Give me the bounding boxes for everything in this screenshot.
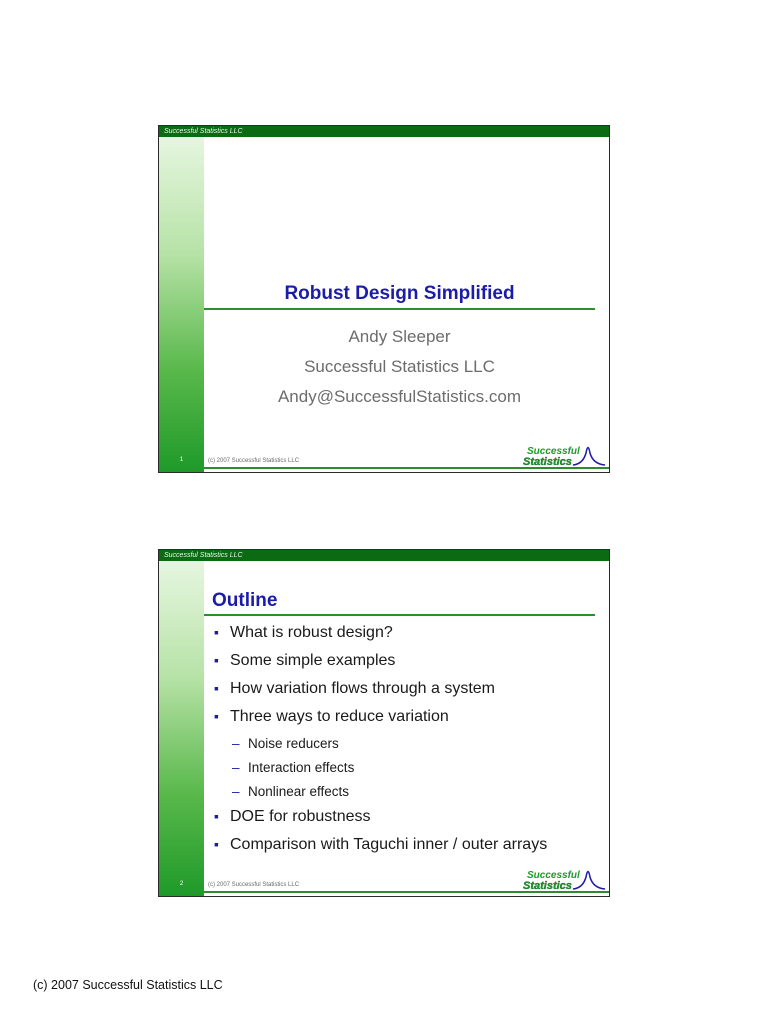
list-item: ▪ What is robust design? (214, 624, 393, 642)
logo-text-line2: Statistics (523, 456, 572, 468)
author-company: Successful Statistics LLC (304, 357, 495, 376)
slide-title: Robust Design Simplified (284, 283, 515, 304)
list-item: ▪ Three ways to reduce variation (214, 708, 449, 726)
page-footer: (c) 2007 Successful Statistics LLC (33, 978, 223, 992)
title-rule (204, 614, 595, 616)
company-logo (523, 865, 607, 893)
sub-list-item: – Interaction effects (232, 760, 355, 775)
list-item: ▪ DOE for robustness (214, 808, 371, 826)
sub-list-item: – Noise reducers (232, 736, 339, 751)
list-item: ▪ Comparison with Taguchi inner / outer arrays (214, 836, 547, 854)
header-company: Successful Statistics LLC (164, 552, 243, 559)
sub-list-item: – Nonlinear effects (232, 784, 350, 799)
slide-number: 2 (179, 881, 184, 887)
slide-1 (158, 125, 610, 473)
logo-text-line2: Statistics (523, 880, 572, 892)
slide-footer: (c) 2007 Successful Statistics LLC (208, 458, 300, 464)
slide-number: 1 (179, 457, 184, 463)
slide-footer: (c) 2007 Successful Statistics LLC (208, 882, 300, 888)
author-email: Andy@SuccessfulStatistics.com (277, 387, 522, 406)
slide-header-bar (159, 550, 609, 561)
logo-text-line1: Successful (527, 446, 580, 457)
header-company: Successful Statistics LLC (164, 128, 243, 135)
logo-text-line1: Successful (527, 870, 580, 881)
list-item: ▪ Some simple examples (214, 652, 395, 670)
slide-title: Outline (212, 590, 278, 611)
company-logo (523, 441, 607, 469)
slide-sidebar (159, 137, 204, 472)
slide-sidebar (159, 561, 204, 896)
title-rule (204, 308, 595, 310)
slide-header-bar (159, 126, 609, 137)
slide-2 (158, 549, 610, 897)
author-name: Andy Sleeper (348, 327, 451, 346)
list-item: ▪ How variation flows through a system (214, 680, 495, 698)
